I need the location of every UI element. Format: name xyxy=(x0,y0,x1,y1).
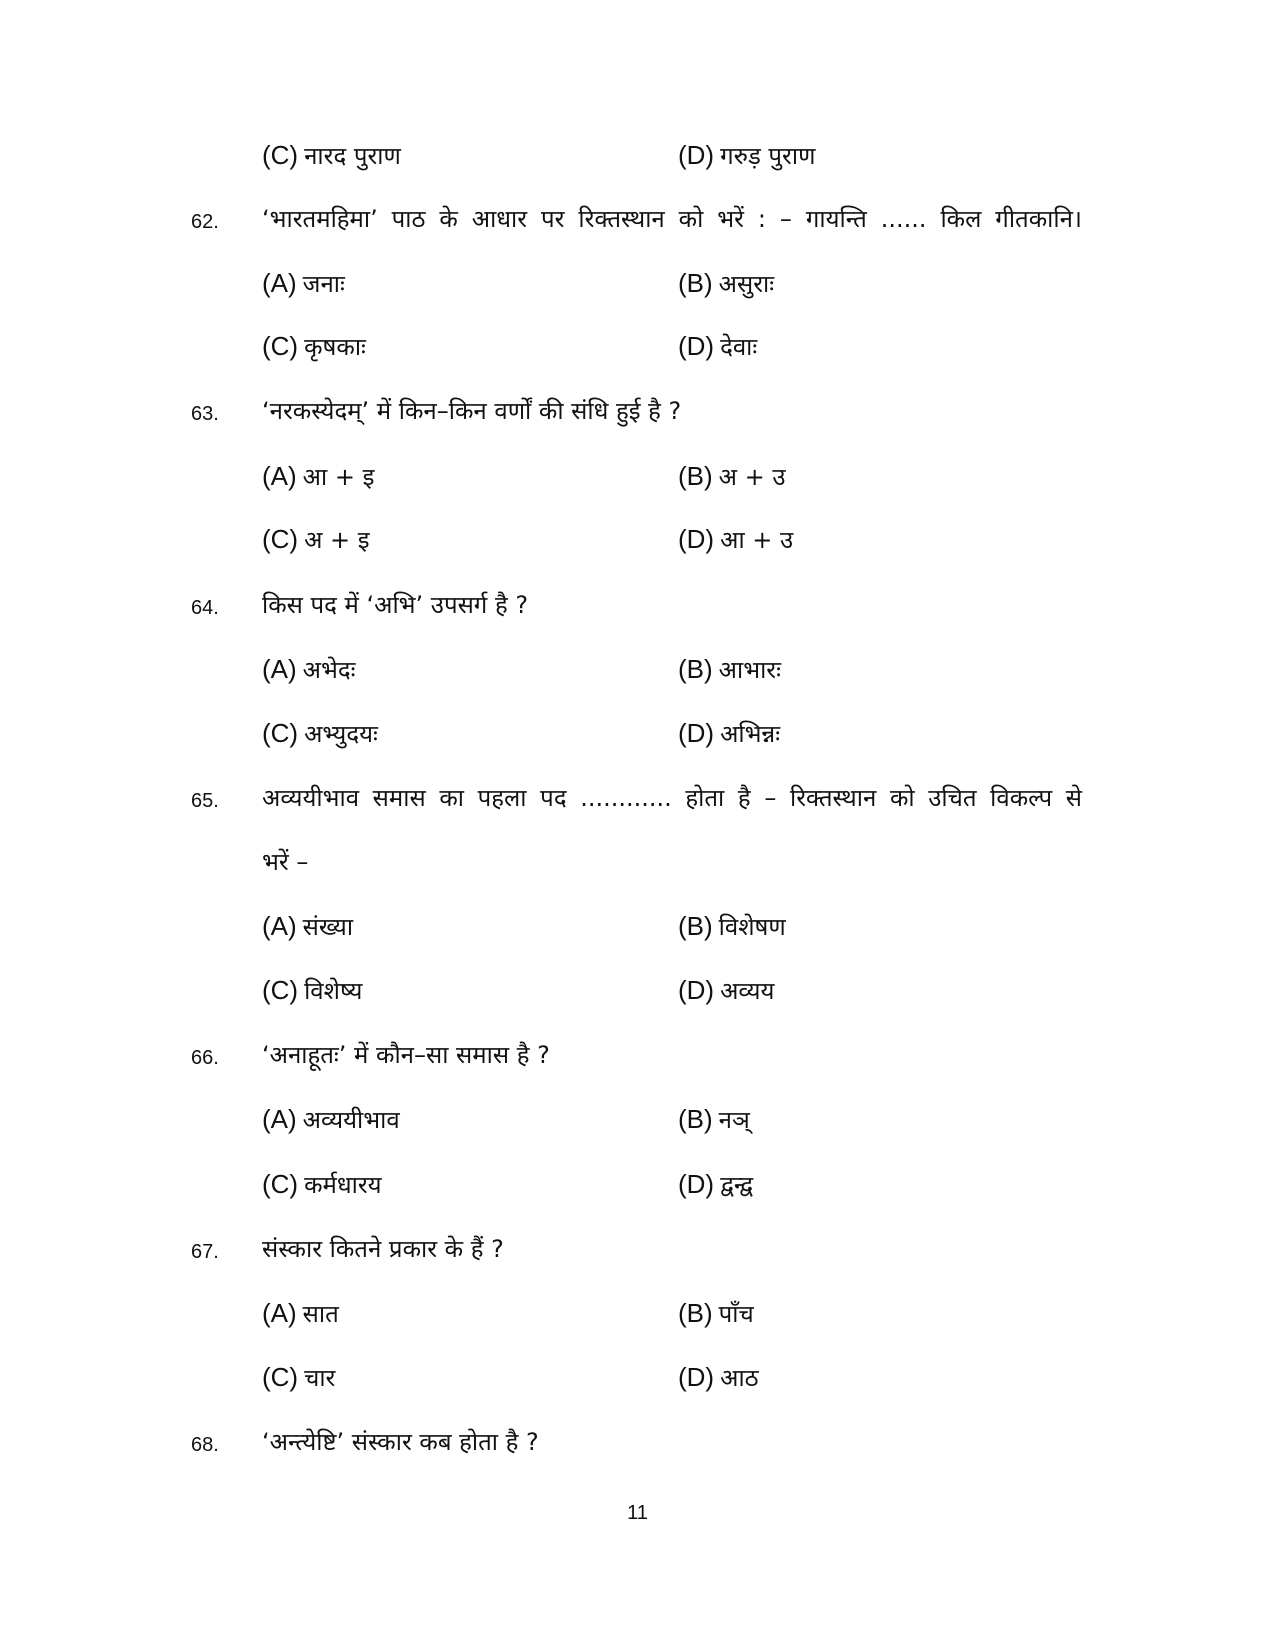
question-68 xyxy=(0,1422,1275,1462)
q61-option-d: (D) गरुड़ पुराण xyxy=(678,140,816,170)
question-63 xyxy=(0,391,1275,431)
question-number: 62. xyxy=(191,211,219,233)
q63-option-a: (A) आ + इ xyxy=(262,461,375,491)
q64-option-d: (D) अभिन्नः xyxy=(678,718,781,748)
question-text: संस्कार कितने प्रकार के हैं ? xyxy=(262,1235,504,1263)
question-number: 67. xyxy=(191,1241,219,1263)
q67-option-d: (D) आठ xyxy=(678,1362,759,1392)
question-text: किस पद में ‘अभि’ उपसर्ग है ? xyxy=(262,591,529,619)
q64-option-a: (A) अभेदः xyxy=(262,654,356,684)
q66-option-c: (C) कर्मधारय xyxy=(262,1169,382,1199)
q62-option-b: (B) असुराः xyxy=(678,268,775,298)
q62-options-cd xyxy=(0,326,1275,366)
q66-options-cd xyxy=(0,1164,1275,1204)
q62-option-d: (D) देवाः xyxy=(678,331,758,361)
question-number: 64. xyxy=(191,597,219,619)
q65-option-c: (C) विशेष्य xyxy=(262,975,363,1005)
q62-options-ab xyxy=(0,263,1275,303)
question-text: ‘नरकस्येदम्’ में किन–किन वर्णों की संधि हुई है ? xyxy=(262,397,682,425)
question-text-line1: अव्ययीभाव समास का पहला पद ............ होता है – रिक्तस्थान को उचित विकल्प से xyxy=(262,784,1082,812)
question-65 xyxy=(0,778,1275,818)
q67-options-ab xyxy=(0,1293,1275,1333)
question-67 xyxy=(0,1229,1275,1269)
question-number: 68. xyxy=(191,1434,219,1456)
question-66 xyxy=(0,1035,1275,1075)
q66-option-d: (D) द्वन्द्व xyxy=(678,1169,754,1199)
q63-option-d: (D) आ + उ xyxy=(678,524,794,554)
q63-options-cd xyxy=(0,519,1275,559)
question-text: ‘भारतमहिमा’ पाठ के आधार पर रिक्तस्थान को भरें : – गायन्ति ...... किल गीतकानि। xyxy=(262,205,1082,233)
q66-option-b: (B) नञ् xyxy=(678,1104,750,1134)
question-65-continued xyxy=(0,842,1275,882)
question-text-line2: भरें – xyxy=(262,848,309,876)
q65-option-a: (A) संख्या xyxy=(262,911,354,941)
q63-options-ab xyxy=(0,456,1275,496)
question-text: ‘अनाहूतः’ में कौन–सा समास है ? xyxy=(262,1041,550,1069)
q64-options-ab xyxy=(0,649,1275,689)
q61-option-c: (C) नारद पुराण xyxy=(262,140,401,170)
q65-options-cd xyxy=(0,970,1275,1010)
q67-option-c: (C) चार xyxy=(262,1362,336,1392)
q65-options-ab xyxy=(0,906,1275,946)
q67-option-b: (B) पाँच xyxy=(678,1298,754,1328)
q63-option-c: (C) अ + इ xyxy=(262,524,370,554)
q67-options-cd xyxy=(0,1357,1275,1397)
q66-option-a: (A) अव्ययीभाव xyxy=(262,1104,400,1134)
q62-option-a: (A) जनाः xyxy=(262,268,345,298)
q62-option-c: (C) कृषकाः xyxy=(262,331,366,361)
question-number: 65. xyxy=(191,790,219,812)
q64-options-cd xyxy=(0,713,1275,753)
page-number: 11 xyxy=(627,1502,648,1524)
q65-option-b: (B) विशेषण xyxy=(678,911,786,941)
q66-options-ab xyxy=(0,1099,1275,1139)
question-62 xyxy=(0,199,1275,239)
q64-option-c: (C) अभ्युदयः xyxy=(262,718,378,748)
q67-option-a: (A) सात xyxy=(262,1298,339,1328)
question-number: 66. xyxy=(191,1047,219,1069)
q61-options-cd xyxy=(0,135,1275,175)
question-text: ‘अन्त्येष्टि’ संस्कार कब होता है ? xyxy=(262,1428,539,1456)
q63-option-b: (B) अ + उ xyxy=(678,461,786,491)
question-64 xyxy=(0,585,1275,625)
question-number: 63. xyxy=(191,403,219,425)
q64-option-b: (B) आभारः xyxy=(678,654,781,684)
q65-option-d: (D) अव्यय xyxy=(678,975,775,1005)
